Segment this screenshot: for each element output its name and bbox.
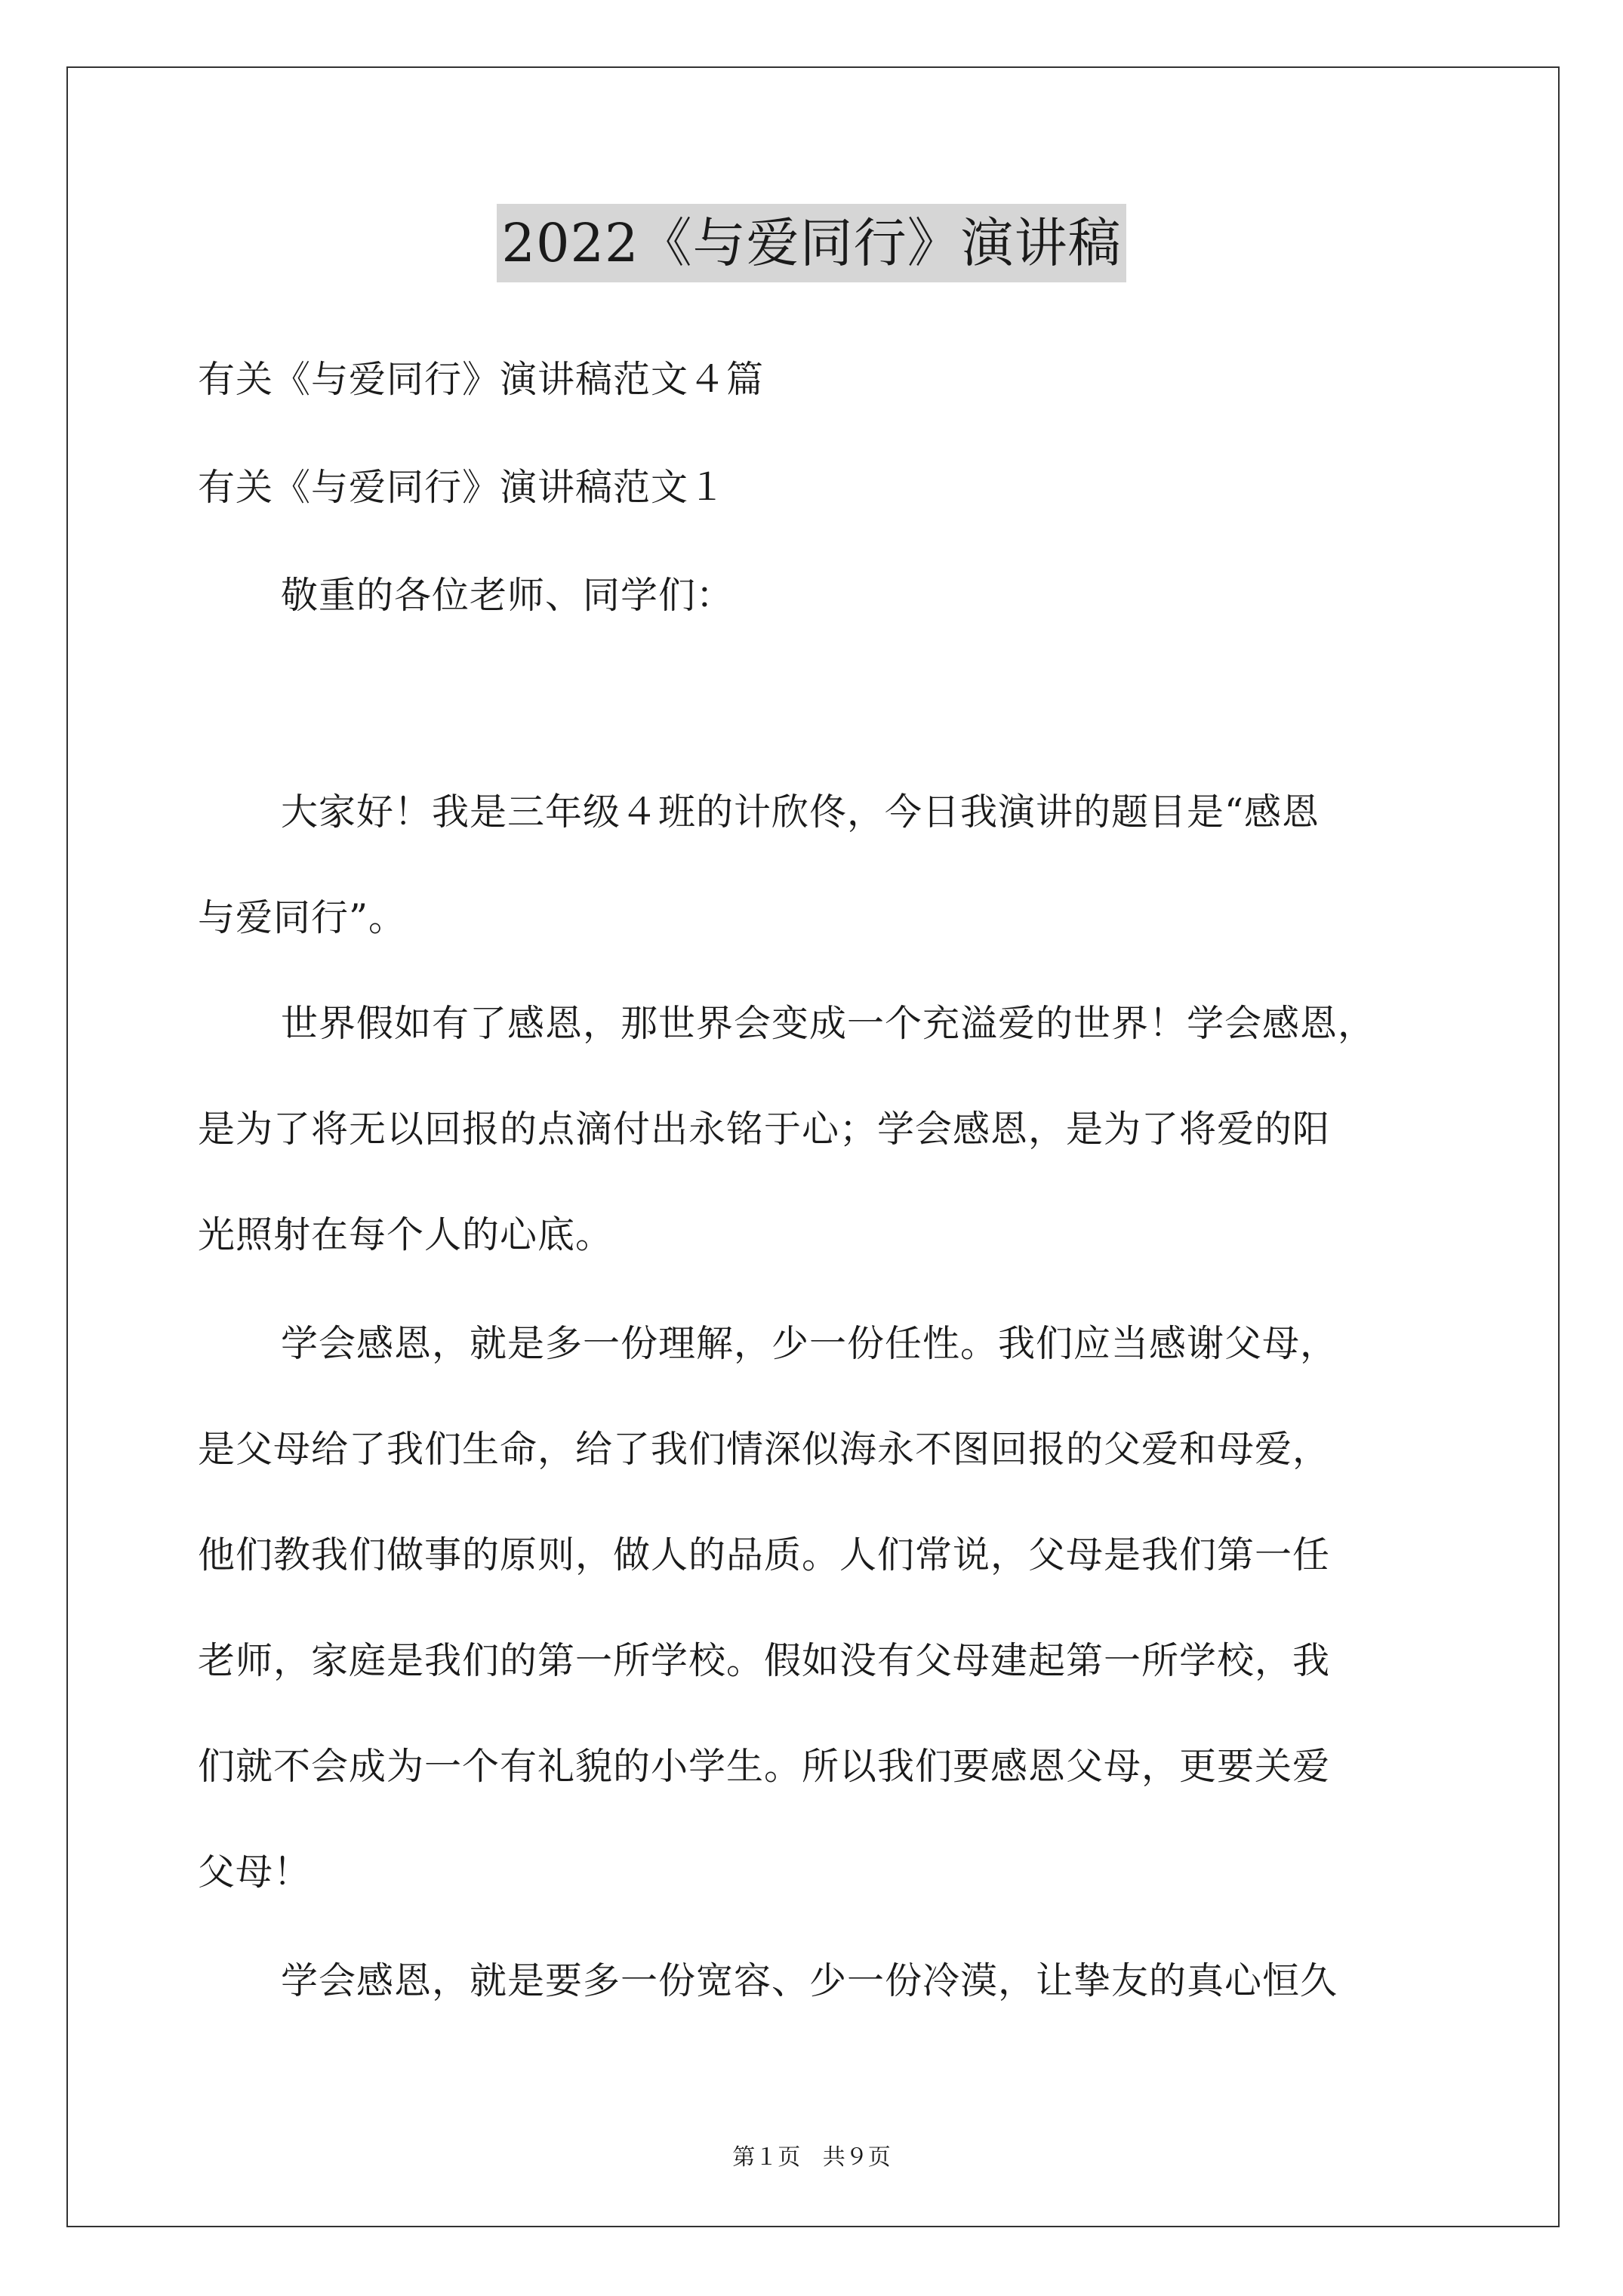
document-title: 2022《与爱同行》演讲稿 bbox=[497, 204, 1126, 282]
text-line-6: 世界假如有了感恩，那世界会变成一个充溢爱的世界！学会感恩， bbox=[281, 1002, 1376, 1045]
page-number-total: 共９页 bbox=[822, 2144, 891, 2171]
text-line-8: 光照射在每个人的心底。 bbox=[198, 1213, 614, 1256]
text-line-4: 大家好！我是三年级４班的计欣佟，今日我演讲的题目是“感恩 bbox=[281, 791, 1320, 834]
text-line-2: 有关《与爱同行》演讲稿范文１ bbox=[198, 466, 727, 509]
page-number-current: 第１页 bbox=[732, 2144, 801, 2171]
text-line-10: 是父母给了我们生命，给了我们情深似海永不图回报的父爱和母爱， bbox=[198, 1428, 1331, 1471]
page-footer bbox=[0, 2143, 1623, 2173]
text-line-3: 敬重的各位老师、同学们： bbox=[281, 574, 735, 617]
text-line-5: 与爱同行”。 bbox=[198, 896, 407, 939]
text-line-15: 学会感恩，就是要多一份宽容、少一份冷漠，让挚友的真心恒久 bbox=[281, 1959, 1338, 2002]
text-line-13: 们就不会成为一个有礼貌的小学生。所以我们要感恩父母，更要关爱 bbox=[198, 1745, 1331, 1788]
text-line-1: 有关《与爱同行》演讲稿范文４篇 bbox=[198, 358, 765, 401]
text-line-9: 学会感恩，就是多一份理解，少一份任性。我们应当感谢父母， bbox=[281, 1322, 1338, 1365]
text-line-12: 老师，家庭是我们的第一所学校。假如没有父母建起第一所学校，我 bbox=[198, 1639, 1331, 1682]
text-line-11: 他们教我们做事的原则，做人的品质。人们常说，父母是我们第一任 bbox=[198, 1533, 1331, 1576]
text-line-7: 是为了将无以回报的点滴付出永铭于心；学会感恩，是为了将爱的阳 bbox=[198, 1108, 1331, 1151]
title-container bbox=[0, 204, 1623, 282]
text-line-14: 父母！ bbox=[198, 1851, 312, 1894]
